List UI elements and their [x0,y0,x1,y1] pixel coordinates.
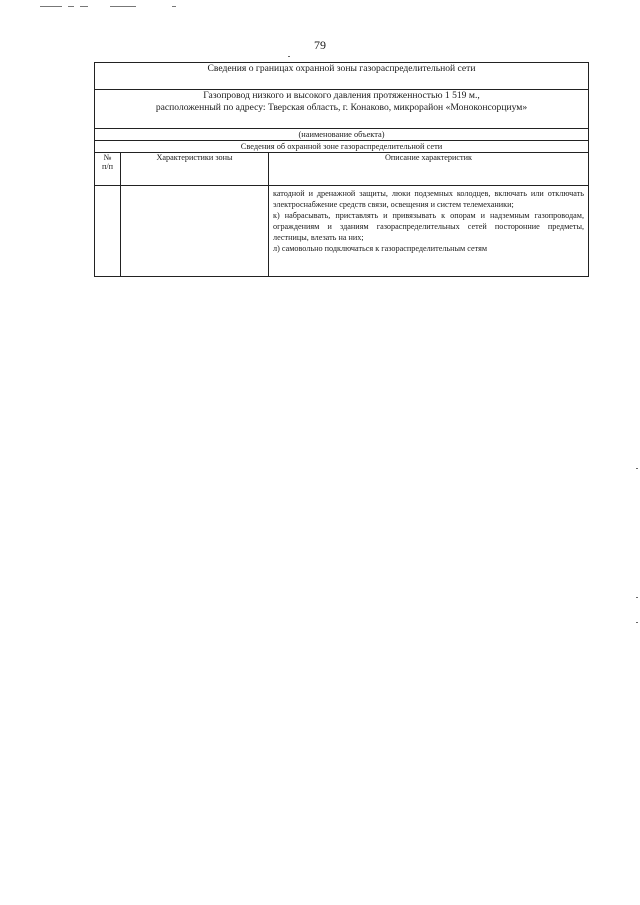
column-header-zone: Характеристики зоны [121,153,269,186]
description-paragraph: катодной и дренажной защиты, люки подземных колодцев, включать или отключать электроснабжение средств связи, освещения и систем телемеханики; [273,189,585,209]
row-number-cell [95,186,121,277]
object-caption: (наименование объекта) [95,129,589,141]
scan-speck [288,56,290,57]
protection-zone-table [94,62,589,277]
description-paragraph: л) самовольно подключаться к газораспределительным сетям [273,244,488,253]
scan-speck [636,597,638,598]
scan-speck [636,468,638,469]
column-header-description: Описание характеристик [269,153,589,186]
object-description [95,90,589,129]
title-row [95,63,589,90]
object-line-2: расположенный по адресу: Тверская область, г. Конаково, микрорайон «Моноконсорциум» [155,101,528,113]
section-row [95,141,589,153]
table-header-row [95,153,589,186]
section-title: Сведения об охранной зоне газораспределительной сети [95,141,589,153]
scan-artifact-marks [40,6,200,10]
document-title: Сведения о границах охранной зоны газораспределительной сети [95,63,589,90]
page-number: 79 [314,38,326,52]
description-paragraph: к) набрасывать, приставлять и привязывать к опорам и надземным газопроводам, ограждениям и зданиям газораспределительных сетей посторонние предметы, лестницы, влезать на них; [273,211,585,242]
row-zone-cell [121,186,269,277]
column-header-number-line-1: № [103,153,112,162]
object-line-1: Газопровод низкого и высокого давления протяженностью 1 519 м., [203,90,480,101]
object-row [95,90,589,129]
column-header-number [95,153,121,186]
row-description-cell [269,186,589,277]
column-header-number-line-2: п/п [101,162,114,172]
caption-row [95,129,589,141]
table-row [95,186,589,277]
scan-speck [636,622,638,623]
